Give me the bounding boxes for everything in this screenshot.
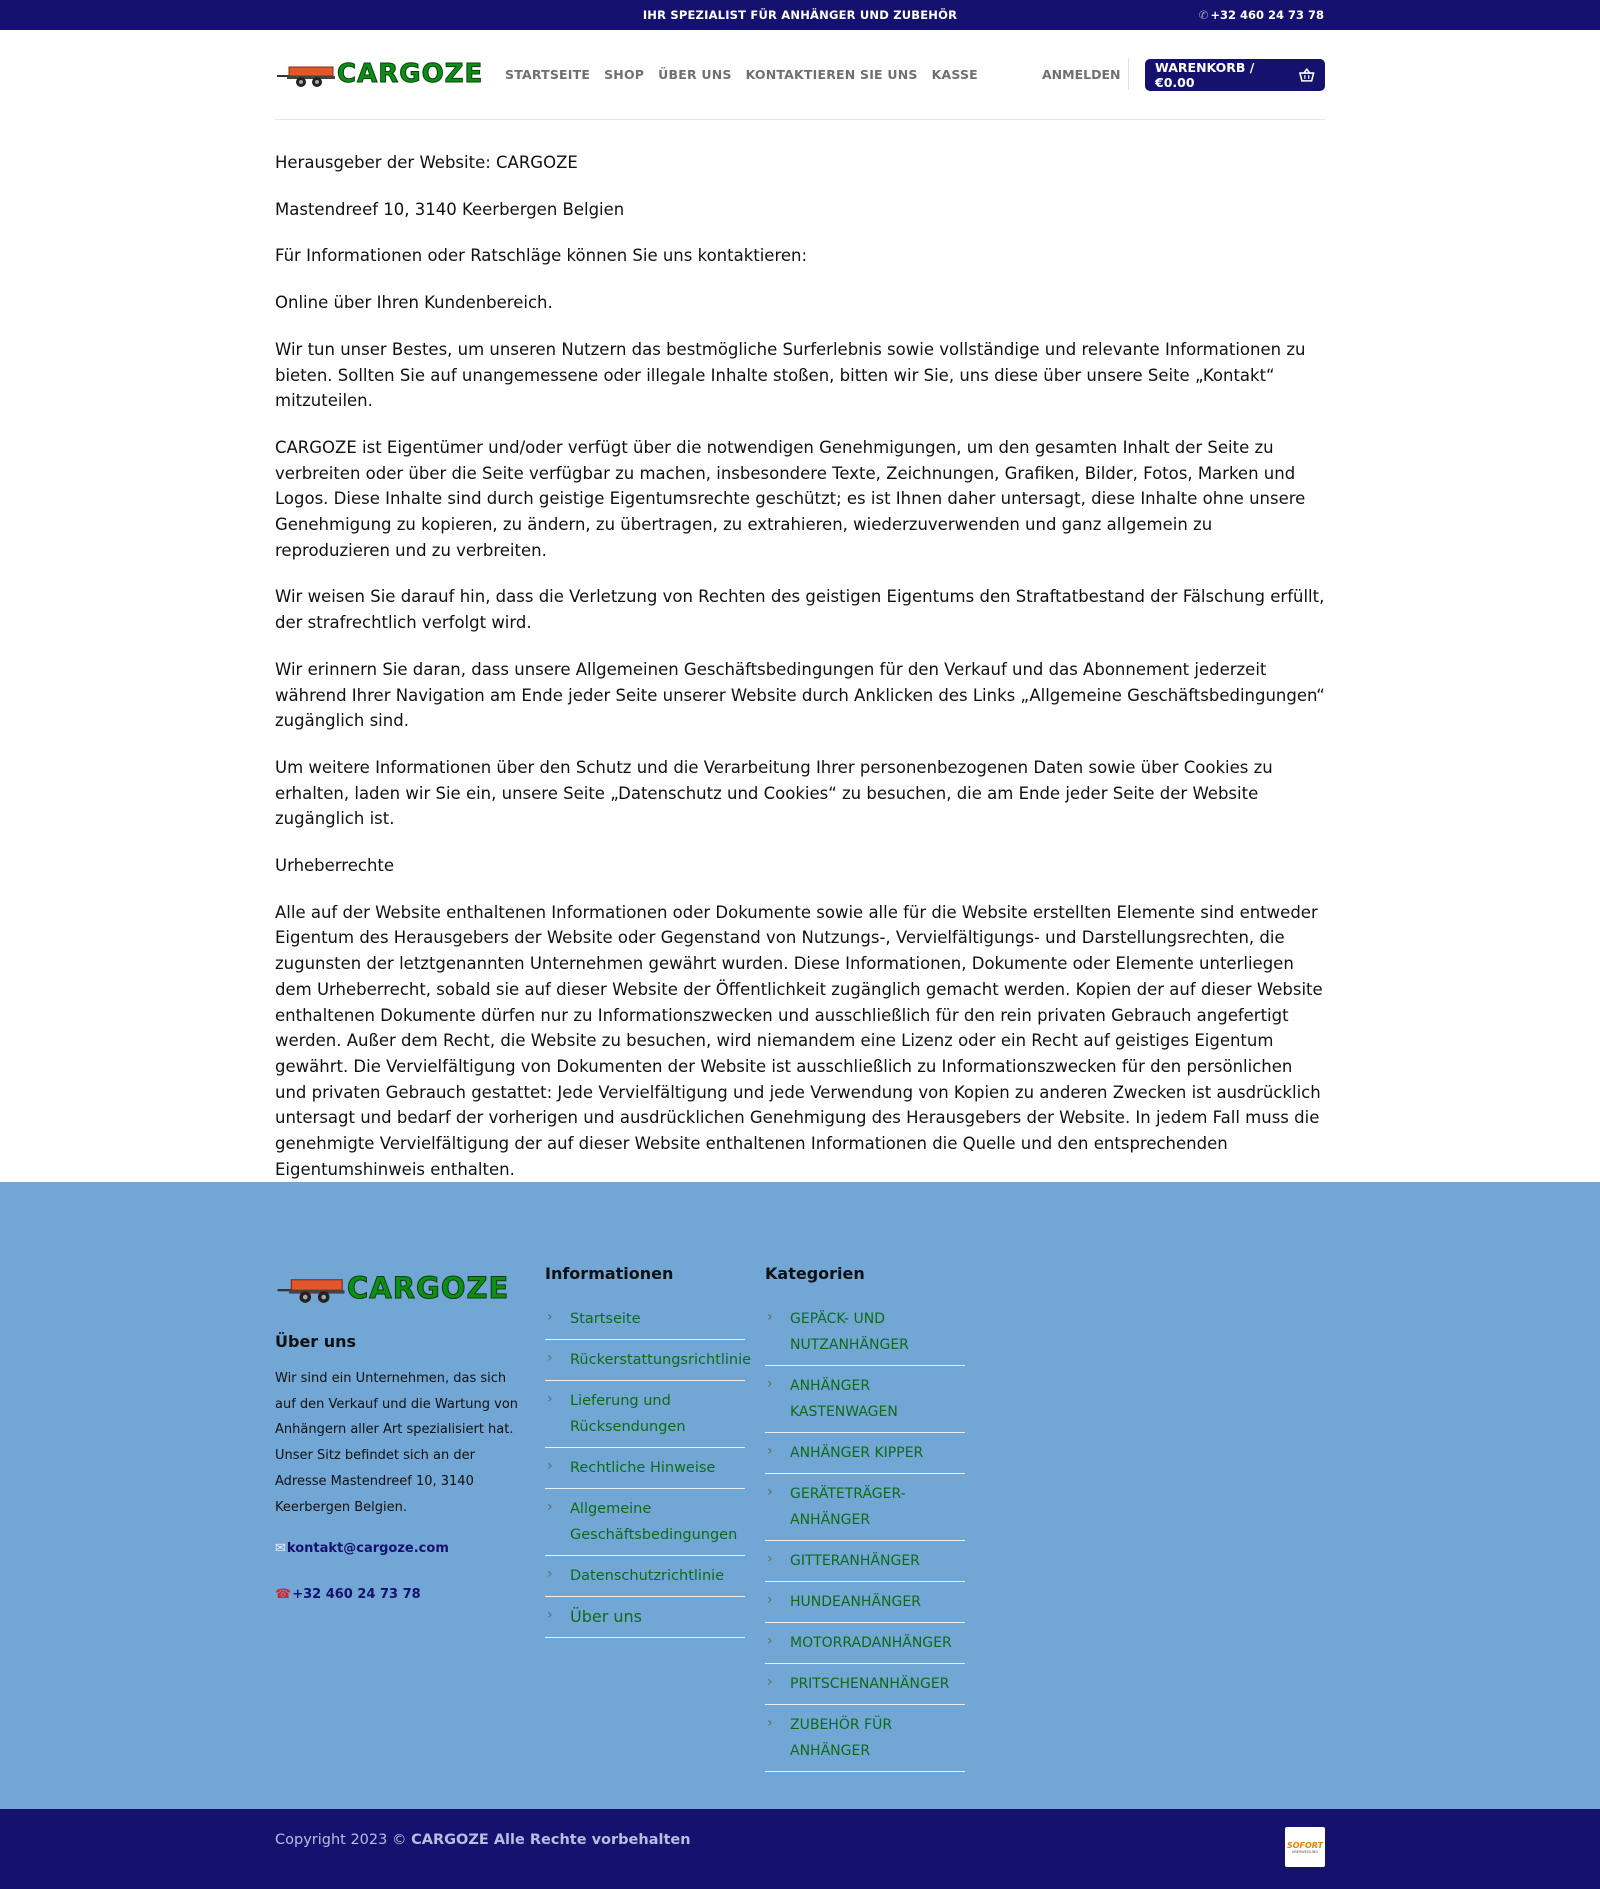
trailer-icon (275, 1274, 347, 1304)
footer-category-link[interactable]: › PRITSCHENANHÄNGER (765, 1664, 965, 1705)
footer-info-link[interactable]: › Rechtliche Hinweise (545, 1448, 745, 1489)
paragraph: Für Informationen oder Ratschläge können Sie uns kontaktieren: (275, 246, 808, 266)
footer-logo[interactable] (275, 1271, 515, 1305)
paragraph: CARGOZE ist Eigentümer und/oder verfügt über die notwendigen Genehmigungen, um den gesamten Inhalt der Seite zu verbreiten oder über die Seite verfügbar zu machen, insbesondere Texte, Zeichnungen, Grafiken, Bilder, Fotos, Marken und Logos. Diese Inhalte sind durch geistige Eigentumsrechte geschützt; es ist Ihnen daher untersagt, diese Inhalte ohne unsere Genehmigung zu kopieren, zu ändern, zu übertragen, zu extrahieren, wiederzuverwenden und ganz allgemein zu reproduzieren und zu verbreiten. (275, 437, 1306, 560)
footer-about-text: Wir sind ein Unternehmen, das sich auf den Verkauf und die Wartung von Anhängern aller Art spezialisiert hat. Unser Sitz befindet sich an der Adresse Mastendreef 10, 3140 Keerbergen Belgien. (275, 1371, 519, 1515)
footer-info-column (545, 1264, 752, 1638)
copyright-prefix: Copyright 2023 © (275, 1832, 407, 1848)
copyright (275, 1832, 691, 1848)
paragraph: Wir erinnern Sie daran, dass unsere Allgemeinen Geschäftsbedingungen für den Verkauf und das Abonnement jederzeit während Ihrer Navigation am Ende jeder Seite unserer Website durch Anklicken des Links „Allgemeine Geschäftsbedingungen“ zugänglich sind. (275, 659, 1325, 731)
sofort-badge-text: SOFORT (1286, 1840, 1324, 1850)
footer-info-link[interactable]: › Startseite (545, 1299, 745, 1340)
header (275, 30, 1325, 120)
login-link[interactable]: ANMELDEN (1042, 67, 1121, 82)
trailer-icon (275, 62, 337, 88)
footer-about-title: Über uns (275, 1332, 357, 1351)
footer-phone-text: +32 460 24 73 78 (292, 1587, 421, 1602)
footer-info-link[interactable]: › Allgemeine Geschäftsbedingungen (545, 1489, 745, 1556)
main-nav (505, 67, 992, 82)
footer-category-link[interactable]: › ANHÄNGER KASTENWAGEN (765, 1366, 965, 1433)
nav-kontakt[interactable]: KONTAKTIEREN SIE UNS (745, 67, 918, 82)
paragraph: Alle auf der Website enthaltenen Informationen oder Dokumente sowie alle für die Website erstellten Elemente sind entweder Eigentum des Herausgebers der Website oder Gegenstand von Nutzungs-, Vervielfältigungs- und Darstellungsrechten, die zugunsten der letztgenannten Unternehmen gewährt wurden. Diese Informationen, Dokumente oder Elemente unterliegen dem Urheberrecht, sobald sie auf dieser Website der Öffentlichkeit zugänglich gemacht werden. Kopien der auf dieser Website enthaltenen Dokumente dürfen nur zu Informationszwecken und ausschließlich für den rein privaten Gebrauch angefertigt werden. Außer dem Recht, die Website zu besuchen, wird niemandem eine Lizenz oder ein Recht auf geistiges Eigentum gewährt. Die Vervielfältigung von Dokumenten der Website ist ausschließlich zu Informationszwecken für den persönlichen und privaten Gebrauch gestattet: Jede Vervielfältigung und jede Verwendung von Kopien zu anderen Zwecken ist ausdrücklich untersagt und bedarf der vorherigen und ausdrücklichen Genehmigung des Herausgebers der Website. In jedem Fall muss die genehmigte Vervielfältigung der auf dieser Website enthaltenen Informationen die Quelle und den entsprechenden Eigentumshinweis enthalten. (275, 902, 1323, 1179)
basket-icon (1299, 68, 1315, 82)
paragraph: Online über Ihren Kundenbereich. (275, 293, 553, 313)
footer-category-link[interactable]: › MOTORRADANHÄNGER (765, 1623, 965, 1664)
top-bar-phone[interactable] (1199, 8, 1324, 22)
section-heading: Urheberrechte (275, 856, 395, 876)
footer-category-link[interactable]: › GERÄTETRÄGER-ANHÄNGER (765, 1474, 965, 1541)
paragraph: Um weitere Informationen über den Schutz und die Verarbeitung Ihrer personenbezogenen Daten sowie über Cookies zu erhalten, laden wir Sie ein, unsere Seite „Datenschutz und Cookies“ zu besuchen, die am Ende jeder Seite der Website zugänglich ist. (275, 757, 1273, 829)
header-divider (1128, 58, 1129, 90)
footer-email-text: kontakt@cargoze.com (286, 1541, 449, 1556)
footer-category-link[interactable]: › GITTERANHÄNGER (765, 1541, 965, 1582)
footer-info-link[interactable]: › Datenschutzrichtlinie (545, 1556, 745, 1597)
paragraph: Wir weisen Sie darauf hin, dass die Verletzung von Rechten des geistigen Eigentums den Straftatbestand der Fälschung erfüllt, der strafrechtlich verfolgt wird. (275, 587, 1325, 633)
envelope-icon: ✉ (275, 1541, 286, 1556)
paragraph: Herausgeber der Website: CARGOZE (275, 153, 578, 172)
bottom-bar (0, 1809, 1600, 1889)
footer-info-link[interactable]: › Über uns (545, 1597, 745, 1638)
footer (0, 1182, 1600, 1809)
logo-text: CARGOZE (337, 59, 484, 89)
footer-category-link[interactable]: › HUNDEANHÄNGER (765, 1582, 965, 1623)
footer-category-link[interactable]: › ANHÄNGER KIPPER (765, 1433, 965, 1474)
top-bar (0, 0, 1600, 30)
phone-icon: ✆ (1198, 8, 1209, 22)
paragraph: Wir tun unser Bestes, um unseren Nutzern das bestmögliche Surferlebnis sowie vollständige und relevante Informationen zu bieten. Sollten Sie auf unangemessene oder illegale Inhalte stoßen, bitten wir Sie, uns diese über unsere Seite „Kontakt“ mitzuteilen. (275, 339, 1306, 411)
footer-info-link[interactable]: › Lieferung und Rücksendungen (545, 1381, 745, 1448)
paragraph: Mastendreef 10, 3140 Keerbergen Belgien (275, 199, 625, 219)
nav-shop[interactable]: SHOP (604, 67, 645, 82)
nav-kasse[interactable]: KASSE (931, 67, 978, 82)
top-bar-phone-number: +32 460 24 73 78 (1210, 8, 1324, 22)
footer-categories-column (765, 1264, 965, 1772)
copyright-owner: CARGOZE Alle Rechte vorbehalten (411, 1832, 691, 1848)
top-bar-tagline: IHR SPEZIALIST FÜR ANHÄNGER UND ZUBEHÖR (642, 8, 958, 22)
nav-startseite[interactable]: STARTSEITE (505, 67, 591, 82)
telephone-icon: ☎ (275, 1587, 292, 1602)
footer-phone[interactable] (275, 1587, 421, 1602)
sofort-badge-subtext: ÜBERWEISUNG (1291, 1849, 1319, 1854)
footer-logo-text: CARGOZE (347, 1271, 510, 1305)
cart-button[interactable] (1145, 59, 1325, 91)
footer-email[interactable] (275, 1541, 449, 1556)
footer-categories-title: Kategorien (765, 1264, 865, 1283)
footer-category-link[interactable]: › GEPÄCK- UND NUTZANHÄNGER (765, 1299, 965, 1366)
footer-info-link[interactable]: › Rückerstattungsrichtlinie (545, 1340, 745, 1381)
cart-label: WARENKORB / €0.00 (1155, 60, 1255, 90)
legal-content (275, 150, 1325, 1204)
logo[interactable] (275, 59, 484, 89)
footer-info-title: Informationen (545, 1264, 674, 1283)
nav-ueber-uns[interactable]: ÜBER UNS (658, 67, 732, 82)
sofort-payment-icon (1285, 1827, 1325, 1867)
footer-category-link[interactable]: › ZUBEHÖR FÜR ANHÄNGER (765, 1705, 965, 1772)
